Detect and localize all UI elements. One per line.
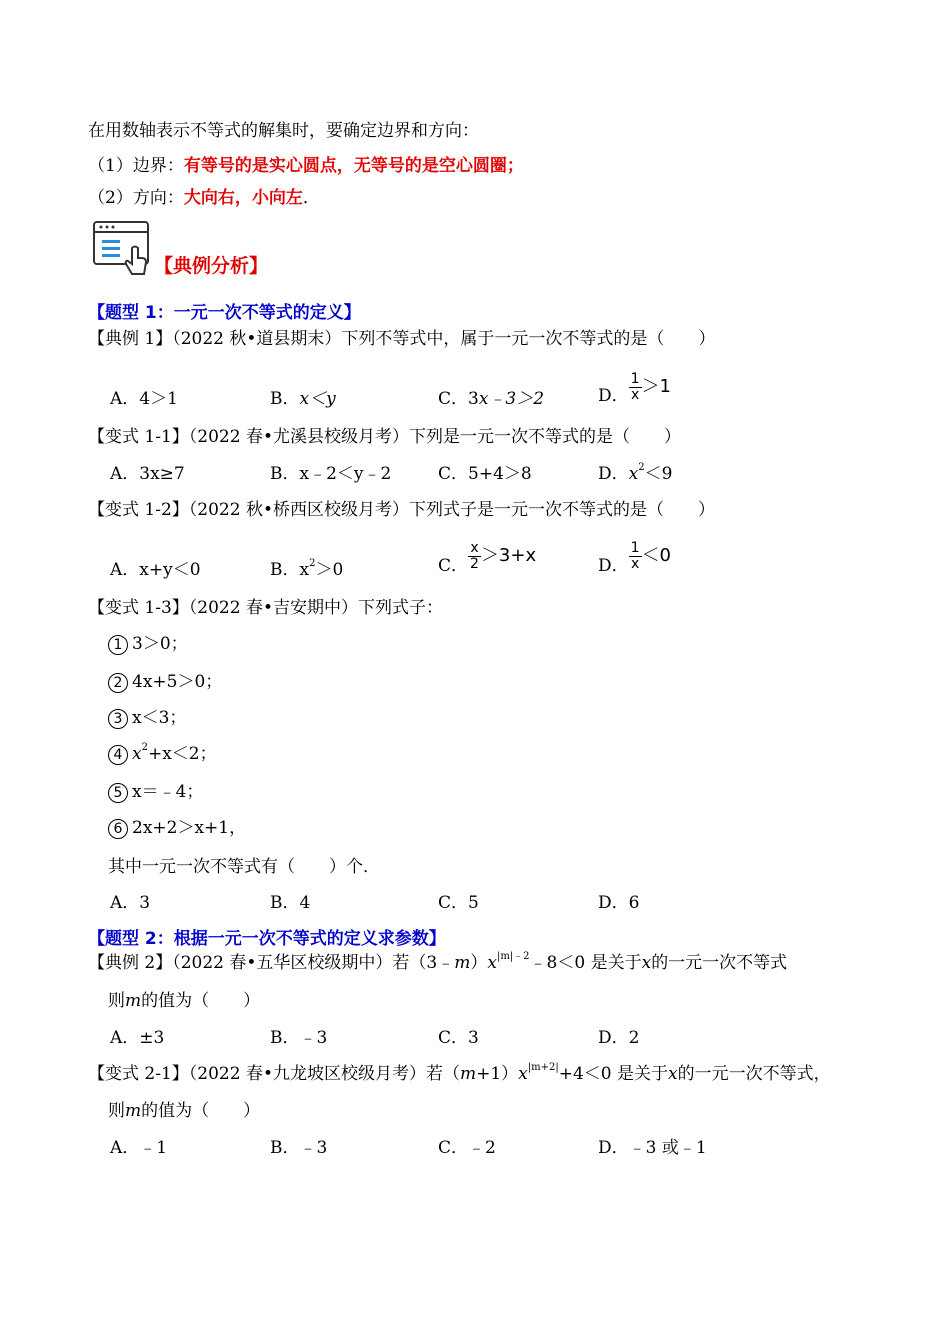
item-number-badge: 4 [108, 745, 128, 765]
list-item [108, 781, 203, 803]
ex1-option-b-expr: x＜y [299, 389, 336, 409]
intro-line-1: 在用数轴表示不等式的解集时，要确定边界和方向： [88, 121, 479, 141]
ex2-m: m [454, 953, 471, 973]
item-text: 2x+2＞x+1， [132, 818, 247, 838]
ex1-option-d-rest: ＞1 [641, 376, 672, 397]
intro-line-3-highlight: 大向右，小向左 [183, 188, 303, 208]
v13-option-c[interactable]: C．5 [438, 893, 479, 913]
list-item [108, 743, 217, 765]
v11-option-d-rest: ＜9 [644, 464, 673, 484]
v11-option-d-exp: 2 [638, 462, 645, 474]
ex1-option-d-label: D． [598, 385, 629, 406]
v12-stem: 【变式 1-2】（2022 秋•桥西区校级月考）下列式子是一元一次不等式的是（ ） [88, 500, 715, 520]
ex2-line2-post: 的值为（ ） [141, 991, 261, 1011]
ex2-stem-post: ﹣8＜0 是关于 [529, 953, 642, 973]
item-text: x＜3； [132, 708, 187, 728]
v21-option-d[interactable]: D．﹣3 或﹣1 [598, 1138, 707, 1158]
type1-heading: 【题型 1：一元一次不等式的定义】 [88, 303, 361, 323]
ex1-option-a[interactable]: A．4＞1 [110, 389, 178, 409]
v11-option-b[interactable]: B．x﹣2＜y﹣2 [270, 464, 392, 484]
v11-option-d-label: D． [598, 464, 629, 484]
ex1-option-c-label: C．3 [438, 389, 479, 409]
v21-stem-post: +4＜0 是关于 [558, 1064, 669, 1084]
ex2-option-a[interactable]: A．±3 [110, 1028, 165, 1048]
v21-option-b[interactable]: B．﹣3 [270, 1138, 328, 1158]
list-item [108, 817, 246, 839]
list-item [108, 707, 186, 729]
v21-stem-pre: 【变式 2-1】（2022 春•九龙坡区校级月考）若（ [88, 1064, 460, 1084]
banner-label: 【典例分析】 [154, 255, 269, 277]
item-text: 4x+5＞0； [132, 672, 223, 692]
v12-option-d-rest: ＜0 [641, 545, 672, 566]
ex2-stem-x: x [641, 953, 652, 973]
item-number-badge: 1 [108, 635, 128, 655]
v13-stem: 【变式 1-3】（2022 春•吉安期中）下列式子： [88, 598, 443, 618]
v11-option-d-var: x [628, 464, 639, 484]
ex1-option-b[interactable] [270, 388, 336, 410]
v12-option-d-denominator: x [630, 556, 640, 572]
v21-x: x [518, 1064, 528, 1084]
ex2-option-b[interactable]: B．﹣3 [270, 1028, 328, 1048]
v13-tail: 其中一元一次不等式有（ ）个． [108, 857, 380, 877]
v13-option-b[interactable]: B．4 [270, 893, 311, 913]
ex2-line2-m: m [125, 991, 142, 1011]
intro-line-3-suffix: ． [302, 188, 320, 208]
ex1-option-d-fraction [629, 372, 642, 403]
item-text: 3＞0； [132, 634, 188, 654]
v21-line-2 [108, 1100, 260, 1122]
list-item [108, 671, 222, 693]
item-text: x＝﹣4； [132, 782, 204, 802]
v11-stem: 【变式 1-1】（2022 春•尤溪县校级月考）下列是一元一次不等式的是（ ） [88, 427, 681, 447]
intro-line-2-highlight: 有等号的是实心圆点，无等号的是空心圆圈； [183, 156, 524, 176]
v13-option-a[interactable]: A．3 [110, 893, 151, 913]
ex1-option-d-denominator: x [630, 387, 640, 403]
v21-option-c[interactable]: C．﹣2 [438, 1138, 496, 1158]
item-number-badge: 3 [108, 709, 128, 729]
v21-line2-m: m [125, 1101, 142, 1121]
ex1-option-d[interactable] [598, 371, 672, 406]
v12-option-c-numerator: x [468, 541, 481, 557]
v12-option-c-denominator: 2 [470, 556, 479, 572]
intro-line-2 [88, 155, 524, 177]
list-item [108, 633, 188, 655]
v12-option-c-fraction [468, 541, 481, 572]
intro-line-3-prefix: （2）方向： [88, 188, 184, 208]
ex2-stem-end: 的一元一次不等式 [651, 953, 788, 973]
v21-exp: |m+2| [527, 1062, 559, 1074]
v13-option-d[interactable]: D．6 [598, 893, 640, 913]
document-hand-icon [92, 218, 156, 280]
v21-line2-post: 的值为（ ） [141, 1101, 261, 1121]
v21-stem-mid: +1） [476, 1064, 519, 1084]
v12-option-b-label: B．x [270, 560, 310, 580]
ex1-stem: 【典例 1】（2022 秋•道县期末）下列不等式中，属于一元一次不等式的是（ ） [88, 329, 716, 349]
v21-stem-end: 的一元一次不等式， [677, 1064, 831, 1084]
v11-option-a[interactable]: A．3x≥7 [110, 464, 185, 484]
v12-option-b[interactable] [270, 559, 343, 581]
type2-heading: 【题型 2：根据一元一次不等式的定义求参数】 [88, 929, 446, 949]
item-number-badge: 6 [108, 819, 128, 839]
v11-option-c[interactable]: C．5+4＞8 [438, 464, 532, 484]
v21-stem [88, 1063, 831, 1085]
example-analysis-banner [92, 218, 282, 280]
item-text: +x＜2； [147, 744, 217, 764]
item-exp: 2 [141, 742, 148, 754]
v21-option-a[interactable]: A．﹣1 [110, 1138, 168, 1158]
intro-line-2-prefix: （1）边界： [88, 156, 184, 176]
item-number-badge: 2 [108, 673, 128, 693]
ex2-option-d[interactable]: D．2 [598, 1028, 640, 1048]
ex1-option-c[interactable] [438, 388, 544, 410]
item-number-badge: 5 [108, 783, 128, 803]
v12-option-a[interactable]: A．x+y＜0 [110, 560, 201, 580]
v21-stem-x: x [668, 1064, 678, 1084]
v12-option-b-exp: 2 [309, 558, 316, 570]
ex2-stem [88, 952, 787, 974]
ex2-line2-pre: 则 [108, 991, 125, 1011]
v12-option-c-label: C． [438, 555, 469, 576]
ex1-option-b-label: B． [270, 389, 300, 409]
v12-option-c[interactable] [438, 540, 537, 576]
ex2-stem-pre: 【典例 2】（2022 春•五华区校级期中）若（3﹣ [88, 953, 455, 973]
v12-option-c-rest: ＞3+x [480, 545, 537, 566]
ex1-option-c-expr: x﹣3＞2 [478, 389, 545, 409]
ex2-line-2 [108, 990, 260, 1012]
ex2-option-c[interactable]: C．3 [438, 1028, 479, 1048]
v21-m: m [459, 1064, 477, 1084]
ex2-exp: |m|﹣2 [496, 951, 530, 963]
v12-option-d-fraction [629, 541, 642, 572]
ex2-x: x [487, 953, 497, 973]
v21-line2-pre: 则 [108, 1101, 125, 1121]
v11-option-d[interactable] [598, 463, 672, 485]
v12-option-d-label: D． [598, 555, 629, 576]
v12-option-d-numerator: 1 [630, 540, 640, 556]
v12-option-d[interactable] [598, 540, 672, 576]
v12-option-b-rest: ＞0 [315, 560, 344, 580]
item-var: x [132, 744, 142, 764]
ex1-option-d-numerator: 1 [630, 371, 640, 387]
ex2-stem-mid: ） [470, 953, 488, 973]
intro-line-3 [88, 187, 320, 209]
